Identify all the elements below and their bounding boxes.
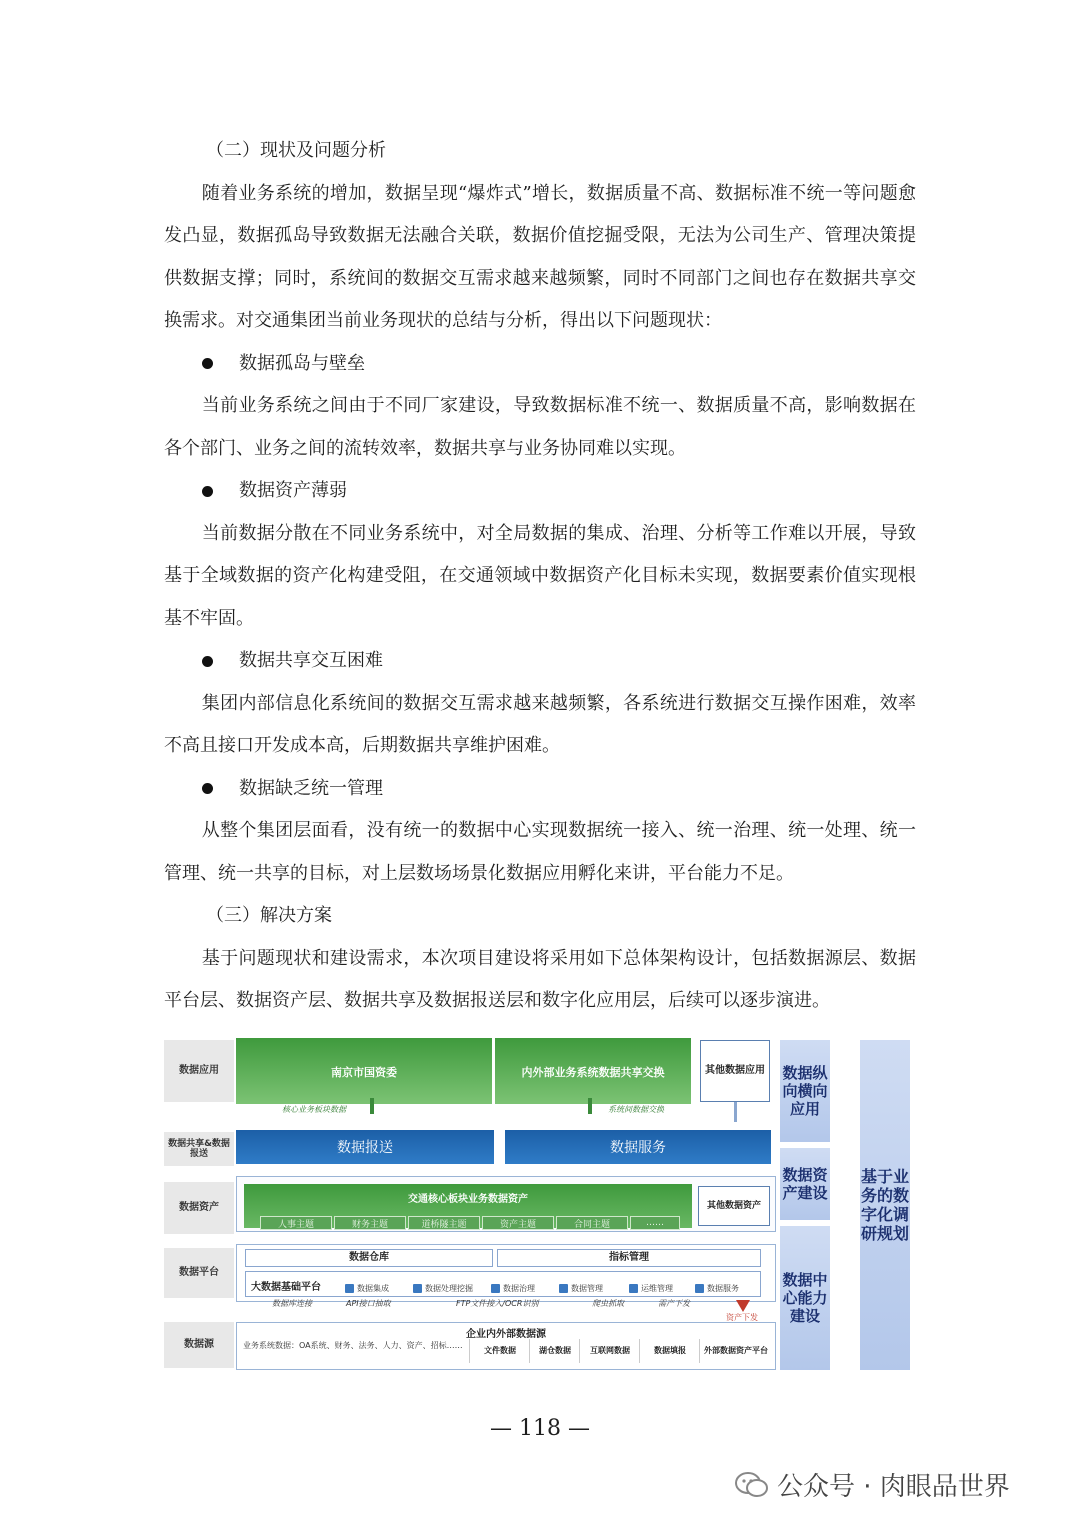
tool-label: 数据治理 <box>503 1284 535 1293</box>
platform-frame <box>236 1244 776 1302</box>
management-icon <box>559 1284 568 1293</box>
row-label-asset: 数据资产 <box>164 1182 234 1234</box>
source-frame <box>236 1322 776 1370</box>
tool-label: 数据服务 <box>707 1284 739 1293</box>
bullet-title: 数据共享交互困难 <box>239 650 383 671</box>
section-3-body: 基于问题现状和建设需求，本次项目建设将采用如下总体架构设计，包括数据源层、数据平台层、数据资产层、数据共享及数据报送层和数字化应用层，后续可以逐步演进。 <box>164 947 916 1011</box>
tool-item <box>629 1283 673 1294</box>
app-box-exchange: 内外部业务系统数据共享交换 <box>495 1038 691 1104</box>
integration-icon <box>345 1284 354 1293</box>
service-icon <box>695 1284 704 1293</box>
ops-icon <box>629 1284 638 1293</box>
bullet-item <box>164 640 916 683</box>
row-label-platform: 数据平台 <box>164 1248 234 1298</box>
governance-icon <box>491 1284 500 1293</box>
chip-topic: …… <box>630 1216 680 1230</box>
source-cell: 文件数据 <box>469 1339 530 1363</box>
app-box-other: 其他数据应用 <box>700 1040 770 1102</box>
flow-label: 数据库连接 <box>272 1299 312 1308</box>
document-body <box>164 130 916 1023</box>
source-cell: 互联网数据 <box>579 1339 640 1363</box>
flow-label: FTP文件接入/OCR识别 <box>456 1299 539 1308</box>
bullet-dot-icon <box>202 358 213 369</box>
right-box-asset: 数据资产建设 <box>780 1148 830 1220</box>
tool-item <box>695 1283 739 1294</box>
bullet-item <box>164 768 916 811</box>
wechat-icon <box>735 1471 769 1499</box>
right-box-center: 数据中心能力建设 <box>780 1226 830 1370</box>
app-box-nanjing: 南京市国资委 <box>236 1038 492 1104</box>
arrow-icon <box>734 1102 737 1122</box>
bullet-body: 当前业务系统之间由于不同厂家建设，导致数据标准不统一、数据质量不高，影响数据在各个部门、业务之间的流转效率，数据共享与业务协同难以实现。 <box>164 395 916 459</box>
bullet-title: 数据缺乏统一管理 <box>239 777 383 799</box>
right-box-app: 数据纵向横向应用 <box>780 1040 830 1142</box>
bullet-dot-icon <box>202 783 213 794</box>
bullet-item <box>164 343 916 386</box>
warehouse-box: 数据仓库 <box>245 1249 493 1267</box>
bar-data-service: 数据服务 <box>505 1130 771 1164</box>
flow-label: 需产下发 <box>658 1299 690 1308</box>
source-cell: 外部数据资产平台 <box>699 1339 772 1363</box>
chip-topic: 资产主题 <box>482 1216 554 1230</box>
tool-item <box>345 1283 389 1294</box>
asset-other-box: 其他数据资产 <box>698 1186 770 1226</box>
bullet-dot-icon <box>202 656 213 667</box>
source-cell: 数据填报 <box>639 1339 700 1363</box>
section-heading-3: （三）解决方案 <box>206 905 332 926</box>
search-icon <box>413 1284 422 1293</box>
source-title: 企业内外部数据源 <box>466 1329 546 1340</box>
flow-label: API接口抽取 <box>346 1299 391 1308</box>
row-label-source: 数据源 <box>164 1322 234 1368</box>
tool-label: 数据管理 <box>571 1284 603 1293</box>
note-exchange: 系统间数据交换 <box>608 1105 664 1114</box>
asset-core-title: 交通核心板块业务数据资产 <box>408 1194 528 1205</box>
tool-label: 数据集成 <box>357 1284 389 1293</box>
base-platform-label: 大数据基础平台 <box>251 1282 321 1293</box>
flow-label: 爬虫抓取 <box>592 1299 624 1308</box>
bullet-dot-icon <box>202 486 213 497</box>
chip-topic: 道桥隧主题 <box>408 1216 480 1230</box>
sink-arrow-icon <box>736 1300 750 1312</box>
row-label-app: 数据应用 <box>164 1040 234 1102</box>
chip-topic: 合同主题 <box>556 1216 628 1230</box>
tool-label: 运维管理 <box>641 1284 673 1293</box>
tool-label: 数据处理挖掘 <box>425 1284 473 1293</box>
bar-data-report: 数据报送 <box>236 1130 494 1164</box>
asset-core-box <box>244 1184 692 1228</box>
section-2-intro: 随着业务系统的增加，数据呈现“爆炸式”增长，数据质量不高、数据标准不统一等问题愈发凸显，数据孤岛导致数据无法融合关联，数据价值挖掘受限，无法为公司生产、管理决策提供数据支撑；同时，系统间的数据交互需求越来越频繁，同时不同部门之间也存在数据共享交换需求。对交通集团当前业务现状的总结与分析，得出以下问题现状： <box>164 182 916 331</box>
chip-topic: 财务主题 <box>334 1216 406 1230</box>
chip-topic: 人事主题 <box>260 1216 332 1230</box>
bullet-title: 数据孤岛与壁垒 <box>239 352 365 374</box>
bullet-body: 当前数据分散在不同业务系统中，对全局数据的集成、治理、分析等工作难以开展，导致基于全域数据的资产化构建受阻，在交通领域中数据资产化目标未实现，数据要素价值实现根基不牢固。 <box>164 522 916 629</box>
source-business: 业务系统数据：OA系统、财务、法务、人力、资产、招标…… <box>243 1341 463 1350</box>
section-heading-2: （二）现状及问题分析 <box>206 140 386 161</box>
page-number: — 118 — <box>490 1416 590 1441</box>
right-box-planning: 基于业务的数字化调研规划 <box>860 1040 910 1370</box>
source-cell: 湖仓数据 <box>529 1339 580 1363</box>
up-arrow-icon <box>370 1098 374 1114</box>
bullet-body: 集团内部信息化系统间的数据交互需求越来越频繁，各系统进行数据交互操作困难，效率不高且接口开发成本高，后期数据共享维护困难。 <box>164 692 916 756</box>
note-core-data: 核心业务板块数据 <box>282 1105 346 1114</box>
tool-item <box>491 1283 535 1294</box>
row-label-share: 数据共享&数据报送 <box>164 1132 234 1166</box>
sink-label: 资产下发 <box>726 1313 758 1322</box>
bullet-title: 数据资产薄弱 <box>239 480 347 501</box>
tool-item <box>559 1283 603 1294</box>
watermark <box>735 1466 1010 1503</box>
metrics-box: 指标管理 <box>497 1249 761 1267</box>
bullet-body: 从整个集团层面看，没有统一的数据中心实现数据统一接入、统一治理、统一处理、统一管理、统一共享的目标，对上层数场场景化数据应用孵化来讲，平台能力不足。 <box>164 820 916 884</box>
tool-item <box>413 1283 473 1294</box>
architecture-diagram <box>164 1036 916 1374</box>
updown-arrow-icon <box>588 1098 592 1114</box>
watermark-text: 公众号 · 肉眼品世界 <box>777 1472 1010 1502</box>
bullet-item <box>164 470 916 513</box>
